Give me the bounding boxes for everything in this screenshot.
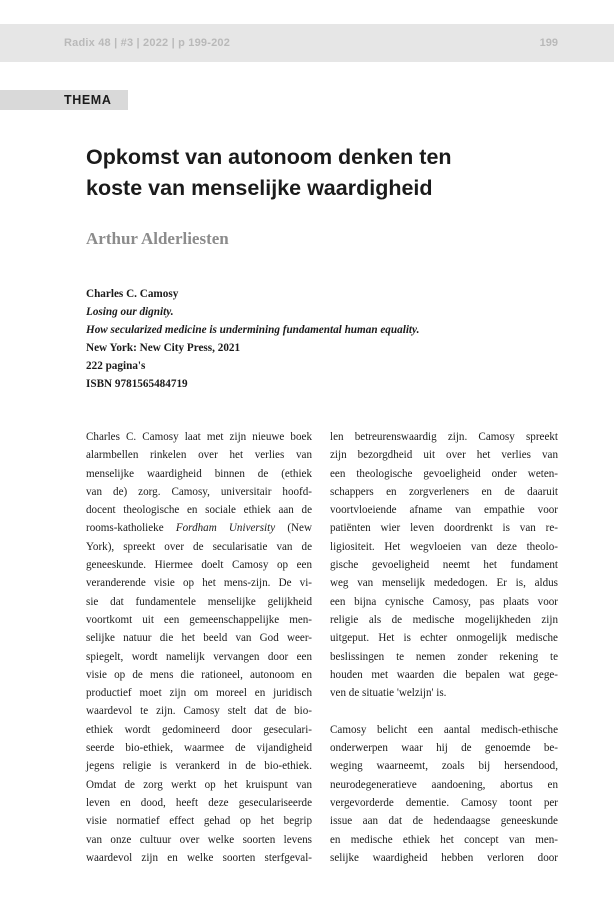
text-line: onderwerpen waar hij de genoemde be- (330, 742, 558, 755)
text-line: len betreurenswaardig zijn. Camosy spreekt (330, 431, 558, 443)
text-line: jegens religie is verankerd in de bio-ethiek. (86, 760, 312, 773)
section-label-box (0, 90, 128, 110)
text-line: beslissingen te nemen zonder rekening te (330, 650, 558, 663)
article-author: Arthur Alderliesten (86, 229, 229, 248)
text-line: waardevol zijn en welke soorten sterfgeval- (86, 851, 312, 864)
text-line (86, 519, 312, 537)
text-line: houden met waarden die bepalen wat gege- (330, 668, 558, 681)
text-line: leven en dood, heeft deze geseculariseerde (86, 796, 312, 809)
text-line: selijke natuur die het beeld van God weer- (86, 632, 312, 645)
text-line: docent theologische en sociale ethiek aan de (86, 504, 312, 517)
text-line: menselijke waardigheid binnen de (ethiek (86, 467, 312, 480)
text-line: veranderende visie op het mens-zijn. De vi- (86, 577, 312, 590)
text-line: visie op de mens die rationeel, autonoom en (86, 668, 312, 681)
text-line: ligiositeit. Het wegvloeien van deze theolo- (330, 540, 558, 553)
book-subtitle: How secularized medicine is undermining fundamental human equality. (86, 324, 420, 336)
text-line: waardevol te zijn. Camosy stelt dat de bio- (86, 705, 312, 718)
paragraph-break (330, 702, 558, 720)
text-line: Omdat de zorg werkt op het kruispunt van (86, 778, 312, 791)
text-line: Charles C. Camosy laat met zijn nieuwe boek (86, 431, 312, 443)
article-title-line: Opkomst van autonoom denken ten (86, 145, 452, 169)
text-line: een bijna cynische Camosy, pas plaats voor (330, 595, 558, 608)
text-line: zijn bezorgdheid uit over het verlies van (330, 449, 558, 462)
text-run: (New (275, 522, 312, 535)
text-line: Camosy belicht een aantal medisch-ethische (330, 723, 558, 736)
text-line: en medische ethiek het concept van men- (330, 833, 558, 846)
text-line: visie normatief effect gehad op het begrip (86, 815, 312, 828)
body-column-right (330, 428, 558, 867)
italic-text: Fordham University (175, 522, 276, 535)
text-line: neurodegeneratieve aandoening, abortus en (330, 778, 558, 791)
text-line: voortvloeiende afname van empathie voor (330, 504, 558, 517)
text-run: rooms-katholieke (86, 522, 176, 535)
text-line: een theologische gevoeligheid onder weten- (330, 467, 558, 480)
text-line: alarmbellen rinkelen over het verlies van (86, 449, 312, 462)
text-line: spiegelt, wordt namelijk vervangen door een (86, 650, 312, 663)
text-line: ven de situatie 'welzijn' is. (330, 687, 447, 700)
text-line: selijke waardigheid hebben verloren door (330, 851, 558, 864)
text-line: productief moet zijn om moreel en juridisch (86, 687, 312, 700)
book-reference (86, 285, 556, 393)
running-header (0, 24, 614, 62)
text-line: issue aan dat de hedendaagse geneeskunde (330, 815, 558, 828)
text-line: van onze cultuur over welke soorten levens (86, 833, 312, 846)
article-title-line: koste van menselijke waardigheid (86, 176, 433, 200)
body-column-left (86, 428, 312, 867)
book-publisher: New York: New City Press, 2021 (86, 342, 241, 354)
text-line: schappers en zorgverleners en de daaruit (330, 485, 558, 498)
text-line: sie dat fundamentele menselijke gelijkheid (86, 595, 312, 608)
text-line: York), spreekt over de secularisatie van de (86, 540, 312, 553)
page-number: 199 (539, 37, 558, 49)
text-line: weging waarneemt, zoals bij hersendood, (330, 760, 558, 773)
book-title: Losing our dignity. (86, 306, 174, 318)
text-line: vergevorderde dementie. Camosy toont per (330, 796, 558, 809)
text-line: religie als de medische mogelijkheden zijn (330, 613, 558, 626)
book-author: Charles C. Camosy (86, 288, 179, 300)
book-pages: 222 pagina's (86, 360, 146, 372)
journal-info: Radix 48 | #3 | 2022 | p 199-202 (64, 37, 231, 49)
text-line: weg van menselijk mededogen. Er is, aldus (330, 577, 558, 590)
text-line: geneeskunde. Hiermee doelt Camosy op een (86, 559, 312, 572)
text-line: van de) zorg. Camosy, universitair hoofd- (86, 485, 312, 498)
text-line: uitgeput. Het is echter onmogelijk medische (330, 632, 558, 645)
section-label: THEMA (64, 93, 112, 107)
text-line: voortkomt uit een gemeenschappelijke men- (86, 613, 312, 626)
text-line: patiënten wier leven doordrenkt is van re- (330, 522, 558, 535)
text-line: ethiek wordt gedomineerd door geseculari- (86, 723, 312, 736)
text-line: gische gevoeligheid neemt het fundament (330, 559, 558, 572)
text-line: seerde bio-ethiek, waarmee de vijandigheid (86, 742, 312, 755)
article-title (86, 142, 546, 204)
book-isbn: ISBN 9781565484719 (86, 378, 188, 390)
